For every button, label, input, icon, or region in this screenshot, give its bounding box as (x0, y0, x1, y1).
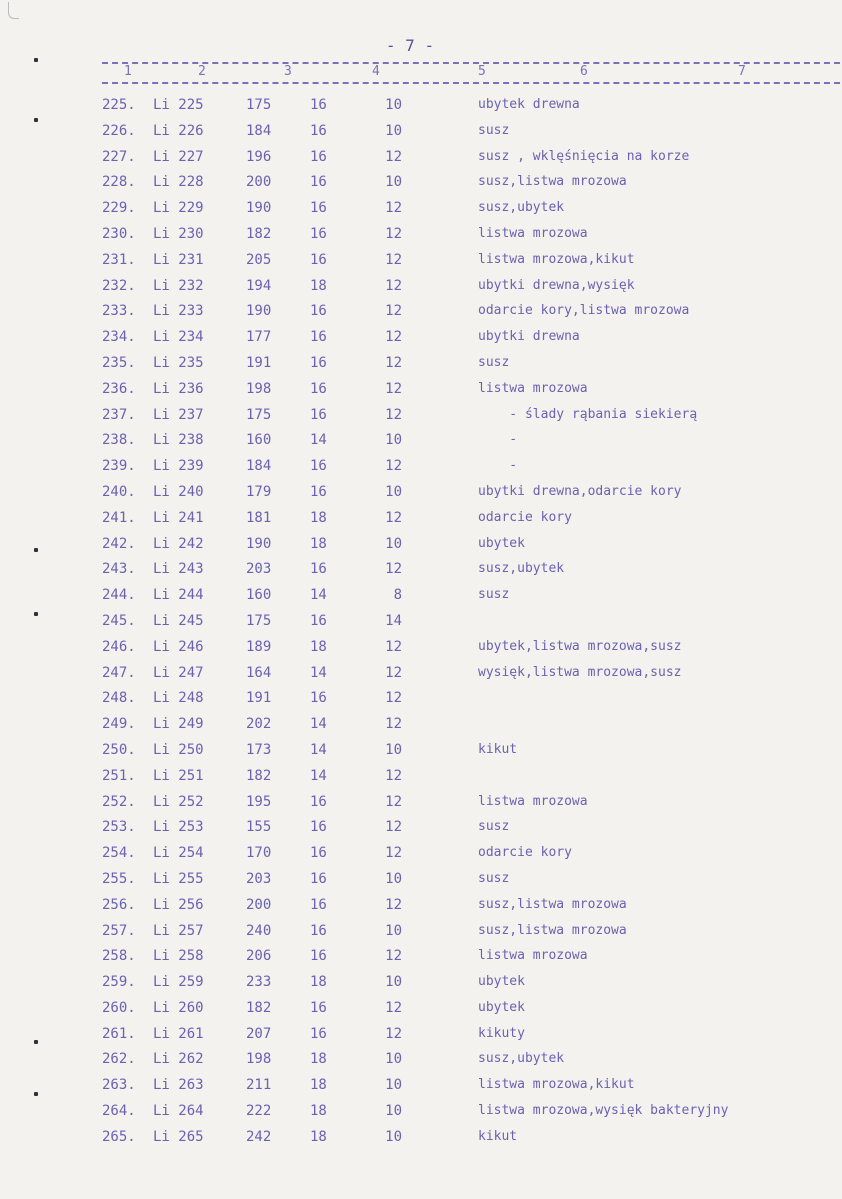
circumference-value: 177 (246, 329, 272, 346)
crown-value: 12 (385, 509, 402, 526)
tree-code: Li 251 (153, 767, 204, 784)
height-value: 16 (310, 922, 327, 939)
tree-code: Li 255 (153, 870, 204, 887)
row-number: 262. (102, 1051, 136, 1068)
row-number: 256. (102, 896, 136, 913)
row-number: 226. (102, 122, 136, 139)
circumference-value: 200 (246, 896, 272, 913)
row-number: 255. (102, 870, 136, 887)
remarks: kikut (478, 741, 518, 757)
crown-value: 12 (385, 999, 402, 1016)
height-value: 14 (310, 664, 327, 681)
table-row (0, 742, 842, 768)
crown-value: 12 (385, 819, 402, 836)
row-number: 227. (102, 148, 136, 165)
circumference-value: 175 (246, 612, 272, 629)
circumference-value: 170 (246, 845, 272, 862)
circumference-value: 184 (246, 458, 272, 475)
table-row (0, 923, 842, 949)
crown-value: 12 (385, 354, 402, 371)
height-value: 16 (310, 948, 327, 965)
remarks: susz (478, 819, 510, 835)
height-value: 16 (310, 870, 327, 887)
row-number: 244. (102, 587, 136, 604)
row-number: 239. (102, 458, 136, 475)
row-number: 236. (102, 380, 136, 397)
height-value: 16 (310, 793, 327, 810)
row-number: 258. (102, 948, 136, 965)
table-row (0, 690, 842, 716)
circumference-value: 200 (246, 174, 272, 191)
column-number: 2 (198, 64, 206, 79)
remarks: ubytek drewna (478, 97, 580, 112)
tree-code: Li 238 (153, 432, 204, 449)
table-row (0, 303, 842, 329)
row-number: 242. (102, 535, 136, 552)
table-row (0, 665, 842, 691)
circumference-value: 160 (246, 587, 272, 604)
page-number: - 7 - (385, 36, 435, 55)
circumference-value: 196 (246, 148, 272, 165)
remarks: listwa mrozowa (478, 793, 588, 809)
remarks: listwa mrozowa (478, 225, 588, 241)
corner-fold-mark (8, 2, 19, 19)
row-number: 235. (102, 354, 136, 371)
height-value: 18 (310, 1077, 327, 1094)
tree-code: Li 258 (153, 948, 204, 965)
tree-code: Li 249 (153, 716, 204, 733)
crown-value: 10 (385, 922, 402, 939)
circumference-value: 190 (246, 535, 272, 552)
table-row (0, 613, 842, 639)
height-value: 14 (310, 716, 327, 733)
crown-value: 12 (385, 200, 402, 217)
circumference-value: 179 (246, 483, 272, 500)
table-row (0, 1000, 842, 1026)
tree-code: Li 245 (153, 612, 204, 629)
crown-value: 10 (385, 974, 402, 991)
table-row (0, 252, 842, 278)
row-number: 233. (102, 303, 136, 320)
remarks: listwa mrozowa,kikut (478, 1077, 635, 1093)
circumference-value: 164 (246, 664, 272, 681)
table-row (0, 123, 842, 149)
circumference-value: 195 (246, 793, 272, 810)
circumference-value: 206 (246, 948, 272, 965)
table-row (0, 587, 842, 613)
remarks: odarcie kory (478, 509, 572, 525)
height-value: 16 (310, 819, 327, 836)
circumference-value: 189 (246, 638, 272, 655)
tree-code: Li 240 (153, 483, 204, 500)
circumference-value: 198 (246, 1051, 272, 1068)
height-value: 16 (310, 225, 327, 242)
tree-code: Li 229 (153, 200, 204, 217)
row-number: 237. (102, 406, 136, 423)
circumference-value: 203 (246, 561, 272, 578)
remarks: ubytki drewna,odarcie kory (478, 483, 682, 499)
table-row (0, 1051, 842, 1077)
height-value: 14 (310, 741, 327, 758)
column-number: 1 (124, 64, 132, 79)
table-row (0, 639, 842, 665)
row-number: 229. (102, 200, 136, 217)
tree-code: Li 243 (153, 561, 204, 578)
row-number: 254. (102, 845, 136, 862)
table-row (0, 329, 842, 355)
tree-code: Li 236 (153, 380, 204, 397)
table-row (0, 97, 842, 123)
tree-code: Li 263 (153, 1077, 204, 1094)
crown-value: 12 (385, 896, 402, 913)
circumference-value: 203 (246, 870, 272, 887)
remarks: wysięk,listwa mrozowa,susz (478, 664, 682, 680)
column-number: 5 (478, 64, 486, 79)
tree-code: Li 233 (153, 303, 204, 320)
crown-value: 12 (385, 251, 402, 268)
tree-code: Li 260 (153, 999, 204, 1016)
tree-code: Li 256 (153, 896, 204, 913)
row-number: 265. (102, 1128, 136, 1145)
table-row (0, 278, 842, 304)
crown-value: 10 (385, 741, 402, 758)
tree-code: Li 231 (153, 251, 204, 268)
table-row (0, 174, 842, 200)
tree-code: Li 232 (153, 277, 204, 294)
circumference-value: 191 (246, 354, 272, 371)
circumference-value: 184 (246, 122, 272, 139)
crown-value: 12 (385, 561, 402, 578)
height-value: 16 (310, 174, 327, 191)
table-row (0, 1026, 842, 1052)
table-row (0, 536, 842, 562)
remarks: listwa mrozowa (478, 948, 588, 964)
table-row (0, 561, 842, 587)
height-value: 18 (310, 509, 327, 526)
crown-value: 12 (385, 1025, 402, 1042)
row-number: 245. (102, 612, 136, 629)
circumference-value: 202 (246, 716, 272, 733)
tree-code: Li 235 (153, 354, 204, 371)
tree-code: Li 237 (153, 406, 204, 423)
crown-value: 10 (385, 1051, 402, 1068)
height-value: 18 (310, 1103, 327, 1120)
records-table (0, 97, 842, 1155)
height-value: 16 (310, 329, 327, 346)
height-value: 18 (310, 1128, 327, 1145)
crown-value: 12 (385, 406, 402, 423)
row-number: 253. (102, 819, 136, 836)
crown-value: 12 (385, 716, 402, 733)
remarks: - ślady rąbania siekierą (478, 406, 698, 422)
height-value: 16 (310, 97, 327, 113)
circumference-value: 190 (246, 303, 272, 320)
table-row (0, 407, 842, 433)
tree-code: Li 253 (153, 819, 204, 836)
table-row (0, 819, 842, 845)
crown-value: 10 (385, 535, 402, 552)
crown-value: 10 (385, 483, 402, 500)
height-value: 18 (310, 638, 327, 655)
remarks: listwa mrozowa (478, 380, 588, 396)
row-number: 240. (102, 483, 136, 500)
crown-value: 12 (385, 664, 402, 681)
table-row (0, 149, 842, 175)
remarks: - (478, 432, 518, 448)
column-number: 3 (284, 64, 292, 79)
remarks: susz (478, 354, 510, 370)
remarks: ubytek (478, 535, 525, 551)
crown-value: 8 (393, 587, 402, 604)
circumference-value: 194 (246, 277, 272, 294)
remarks: listwa mrozowa,kikut (478, 251, 635, 267)
circumference-value: 211 (246, 1077, 272, 1094)
table-row (0, 1103, 842, 1129)
tree-code: Li 254 (153, 845, 204, 862)
tree-code: Li 246 (153, 638, 204, 655)
crown-value: 10 (385, 97, 402, 113)
tree-code: Li 247 (153, 664, 204, 681)
row-number: 241. (102, 509, 136, 526)
row-number: 251. (102, 767, 136, 784)
height-value: 16 (310, 200, 327, 217)
table-row (0, 845, 842, 871)
table-row (0, 381, 842, 407)
remarks: kikut (478, 1128, 518, 1144)
crown-value: 10 (385, 1077, 402, 1094)
height-value: 16 (310, 122, 327, 139)
crown-value: 12 (385, 329, 402, 346)
height-value: 18 (310, 535, 327, 552)
remarks: susz (478, 870, 510, 886)
height-value: 16 (310, 896, 327, 913)
row-number: 264. (102, 1103, 136, 1120)
crown-value: 12 (385, 948, 402, 965)
crown-value: 12 (385, 380, 402, 397)
remarks: susz (478, 122, 510, 138)
height-value: 16 (310, 406, 327, 423)
table-row (0, 510, 842, 536)
circumference-value: 175 (246, 97, 272, 113)
tree-code: Li 261 (153, 1025, 204, 1042)
height-value: 16 (310, 845, 327, 862)
row-number: 261. (102, 1025, 136, 1042)
remarks: susz,ubytek (478, 1051, 565, 1067)
table-row (0, 484, 842, 510)
height-value: 18 (310, 277, 327, 294)
crown-value: 12 (385, 303, 402, 320)
crown-value: 12 (385, 148, 402, 165)
row-number: 259. (102, 974, 136, 991)
height-value: 16 (310, 380, 327, 397)
circumference-value: 207 (246, 1025, 272, 1042)
circumference-value: 182 (246, 225, 272, 242)
circumference-value: 160 (246, 432, 272, 449)
crown-value: 12 (385, 638, 402, 655)
row-number: 248. (102, 690, 136, 707)
remarks: kikuty (478, 1025, 525, 1041)
table-row (0, 716, 842, 742)
row-number: 231. (102, 251, 136, 268)
tree-code: Li 226 (153, 122, 204, 139)
crown-value: 10 (385, 1103, 402, 1120)
circumference-value: 233 (246, 974, 272, 991)
remarks: susz,ubytek (478, 561, 565, 577)
tree-code: Li 230 (153, 225, 204, 242)
remarks: susz,listwa mrozowa (478, 896, 627, 912)
row-number: 249. (102, 716, 136, 733)
table-row (0, 1077, 842, 1103)
margin-dot (34, 58, 38, 62)
table-row (0, 897, 842, 923)
remarks: odarcie kory,listwa mrozowa (478, 303, 690, 319)
column-number: 4 (372, 64, 380, 79)
row-number: 246. (102, 638, 136, 655)
row-number: 263. (102, 1077, 136, 1094)
row-number: 257. (102, 922, 136, 939)
table-row (0, 871, 842, 897)
tree-code: Li 248 (153, 690, 204, 707)
crown-value: 10 (385, 1128, 402, 1145)
tree-code: Li 241 (153, 509, 204, 526)
row-number: 260. (102, 999, 136, 1016)
tree-code: Li 264 (153, 1103, 204, 1120)
crown-value: 12 (385, 845, 402, 862)
circumference-value: 191 (246, 690, 272, 707)
row-number: 243. (102, 561, 136, 578)
height-value: 16 (310, 354, 327, 371)
row-number: 247. (102, 664, 136, 681)
circumference-value: 190 (246, 200, 272, 217)
tree-code: Li 228 (153, 174, 204, 191)
circumference-value: 175 (246, 406, 272, 423)
height-value: 14 (310, 432, 327, 449)
circumference-value: 155 (246, 819, 272, 836)
row-number: 230. (102, 225, 136, 242)
crown-value: 10 (385, 870, 402, 887)
row-number: 252. (102, 793, 136, 810)
tree-code: Li 234 (153, 329, 204, 346)
remarks: ubytki drewna,wysięk (478, 277, 635, 293)
tree-code: Li 225 (153, 97, 204, 113)
crown-value: 12 (385, 458, 402, 475)
remarks: ubytek,listwa mrozowa,susz (478, 638, 682, 654)
remarks: - (478, 458, 518, 474)
circumference-value: 242 (246, 1128, 272, 1145)
crown-value: 12 (385, 277, 402, 294)
height-value: 16 (310, 561, 327, 578)
height-value: 18 (310, 974, 327, 991)
circumference-value: 240 (246, 922, 272, 939)
crown-value: 12 (385, 225, 402, 242)
column-number: 7 (738, 64, 746, 79)
crown-value: 14 (385, 612, 402, 629)
crown-value: 10 (385, 122, 402, 139)
crown-value: 12 (385, 690, 402, 707)
crown-value: 10 (385, 432, 402, 449)
table-row (0, 458, 842, 484)
height-value: 16 (310, 483, 327, 500)
crown-value: 12 (385, 793, 402, 810)
tree-code: Li 242 (153, 535, 204, 552)
tree-code: Li 259 (153, 974, 204, 991)
remarks: susz,ubytek (478, 200, 565, 216)
remarks: susz (478, 587, 510, 603)
tree-code: Li 262 (153, 1051, 204, 1068)
tree-code: Li 244 (153, 587, 204, 604)
height-value: 14 (310, 587, 327, 604)
crown-value: 12 (385, 767, 402, 784)
height-value: 16 (310, 690, 327, 707)
height-value: 16 (310, 251, 327, 268)
remarks: ubytek (478, 999, 525, 1015)
table-row (0, 974, 842, 1000)
table-row (0, 226, 842, 252)
height-value: 18 (310, 1051, 327, 1068)
height-value: 14 (310, 767, 327, 784)
crown-value: 10 (385, 174, 402, 191)
table-row (0, 768, 842, 794)
height-value: 16 (310, 458, 327, 475)
row-number: 250. (102, 741, 136, 758)
tree-code: Li 239 (153, 458, 204, 475)
height-value: 16 (310, 148, 327, 165)
table-row (0, 355, 842, 381)
row-number: 225. (102, 97, 136, 113)
remarks: ubytek (478, 974, 525, 990)
circumference-value: 182 (246, 999, 272, 1016)
table-row (0, 794, 842, 820)
row-number: 232. (102, 277, 136, 294)
table-row (0, 948, 842, 974)
header-rule-bottom (102, 82, 840, 84)
tree-code: Li 265 (153, 1128, 204, 1145)
tree-code: Li 250 (153, 741, 204, 758)
circumference-value: 205 (246, 251, 272, 268)
column-number: 6 (580, 64, 588, 79)
row-number: 228. (102, 174, 136, 191)
remarks: odarcie kory (478, 845, 572, 861)
height-value: 16 (310, 303, 327, 320)
table-row (0, 432, 842, 458)
height-value: 16 (310, 612, 327, 629)
row-number: 234. (102, 329, 136, 346)
height-value: 16 (310, 999, 327, 1016)
remarks: ubytki drewna (478, 329, 580, 345)
circumference-value: 222 (246, 1103, 272, 1120)
remarks: susz,listwa mrozowa (478, 922, 627, 938)
tree-code: Li 227 (153, 148, 204, 165)
circumference-value: 173 (246, 741, 272, 758)
height-value: 16 (310, 1025, 327, 1042)
circumference-value: 181 (246, 509, 272, 526)
column-number-header (0, 64, 842, 82)
remarks: susz , wklęśnięcia na korze (478, 148, 690, 164)
tree-code: Li 257 (153, 922, 204, 939)
table-row (0, 200, 842, 226)
circumference-value: 198 (246, 380, 272, 397)
row-number: 238. (102, 432, 136, 449)
remarks: susz,listwa mrozowa (478, 174, 627, 190)
remarks: listwa mrozowa,wysięk bakteryjny (478, 1103, 729, 1119)
tree-code: Li 252 (153, 793, 204, 810)
table-row (0, 1129, 842, 1155)
circumference-value: 182 (246, 767, 272, 784)
